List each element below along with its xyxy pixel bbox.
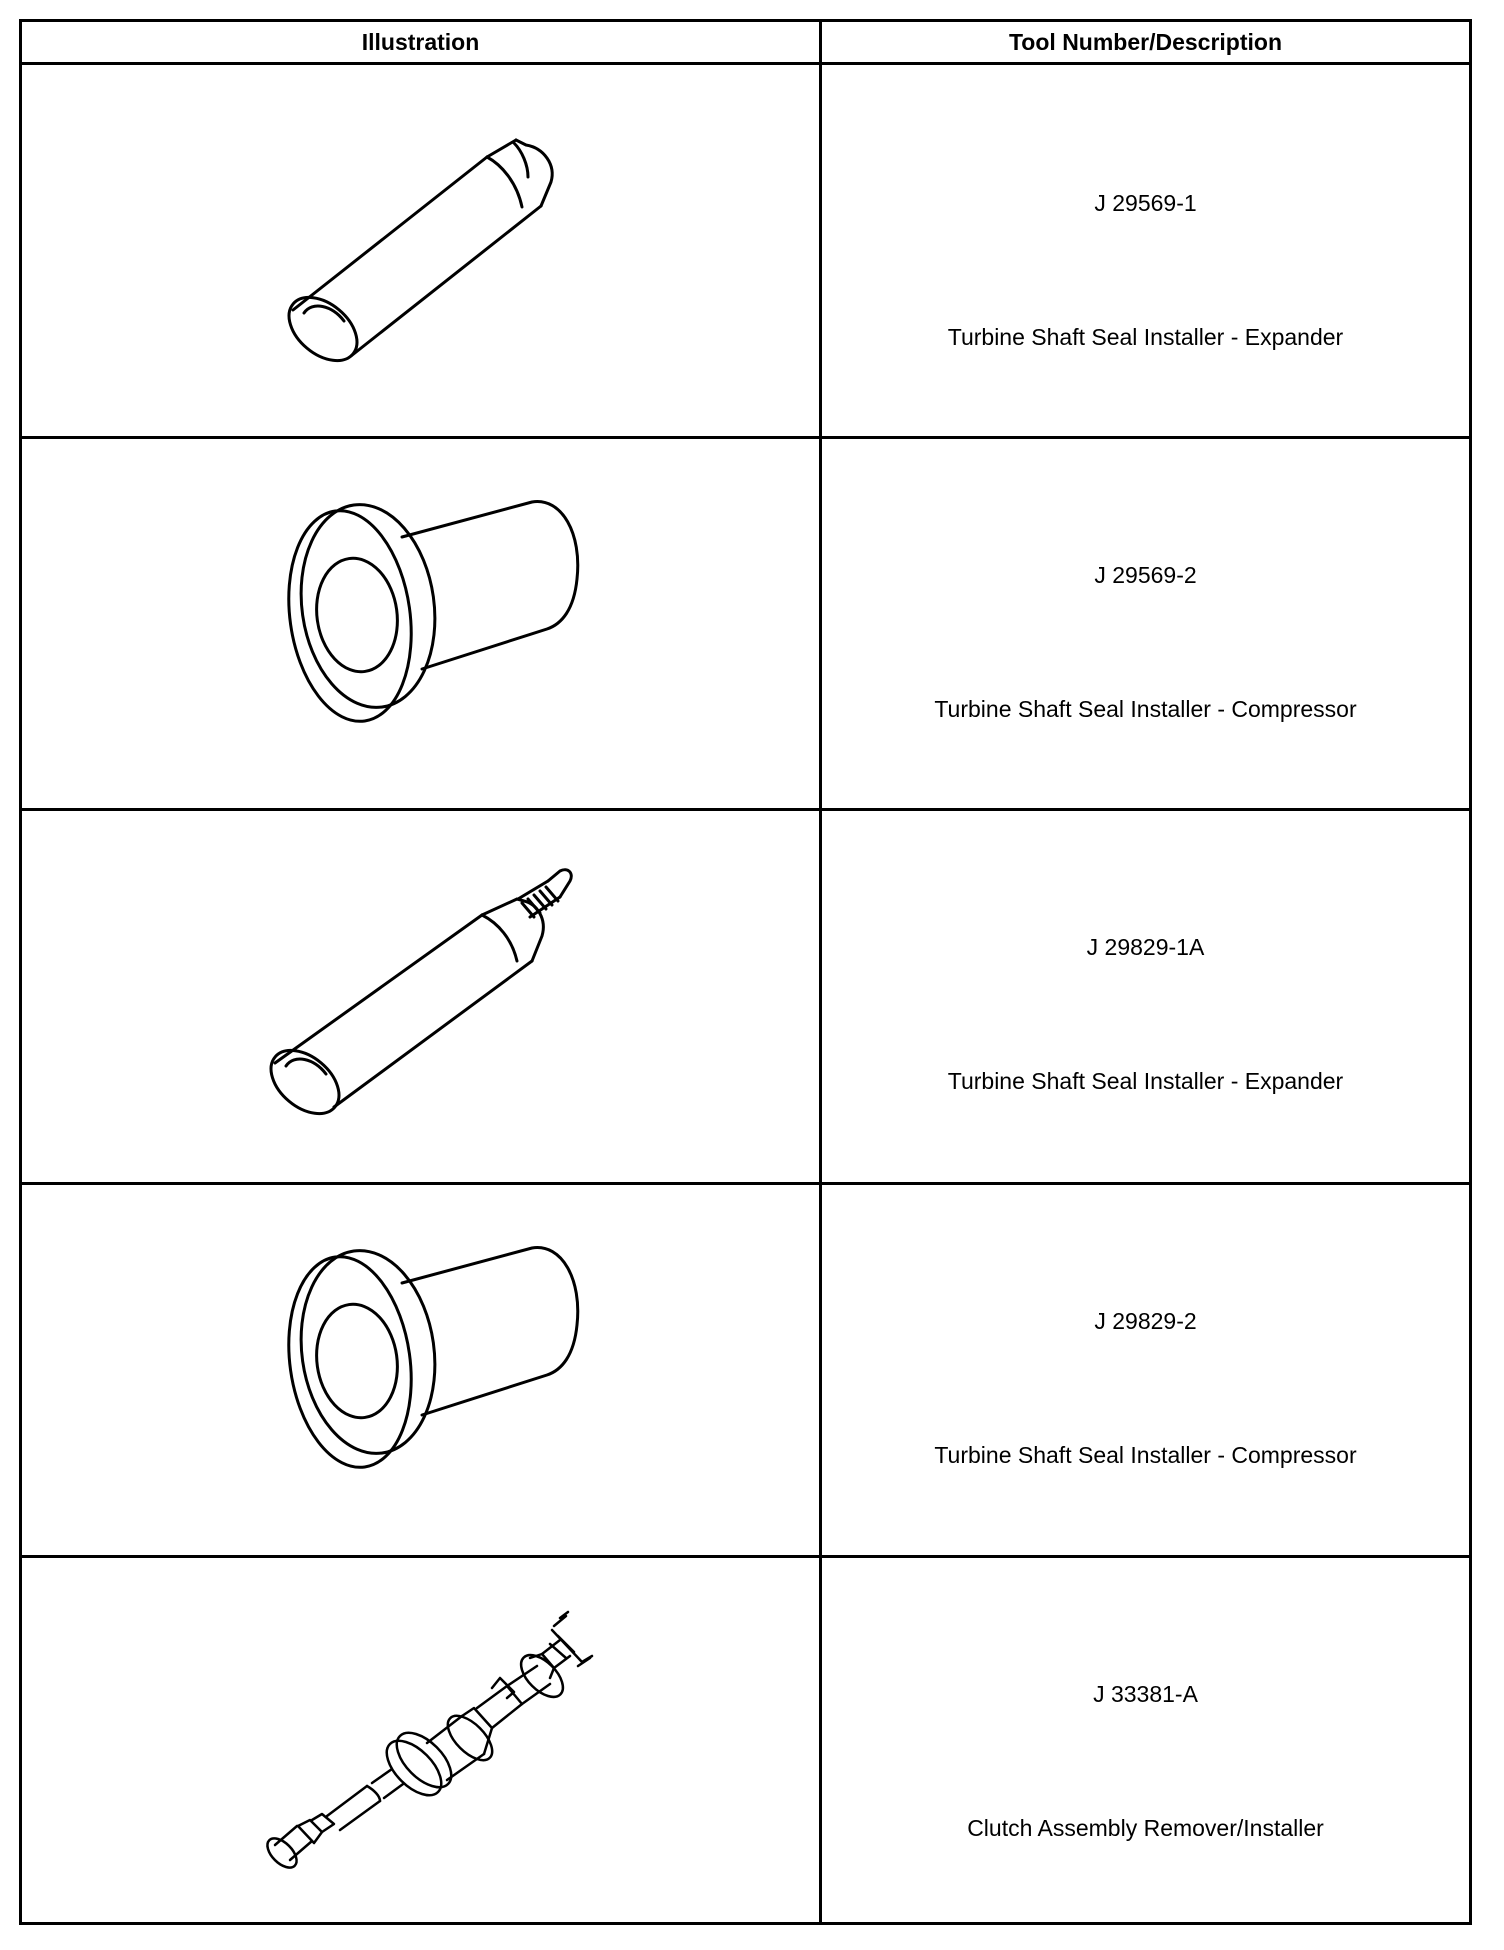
table-row	[22, 65, 1469, 436]
tool-description: Turbine Shaft Seal Installer - Compressor	[934, 696, 1357, 722]
tool-number: J 29829-2	[1094, 1308, 1197, 1334]
table-row	[22, 1185, 1469, 1555]
tool-number: J 29829-1A	[1086, 934, 1205, 960]
tool-number: J 33381-A	[1093, 1681, 1198, 1707]
tool-description: Turbine Shaft Seal Installer - Compressor	[934, 1442, 1357, 1468]
flanged-sleeve-icon	[22, 1185, 819, 1555]
table-header	[22, 22, 1469, 65]
tool-info	[822, 1558, 1469, 1922]
tool-number: J 29569-2	[1094, 562, 1197, 588]
header-illustration: Illustration	[361, 29, 480, 55]
header-tool-number-description: Tool Number/Description	[1008, 29, 1283, 55]
tool-info	[822, 1185, 1469, 1555]
threaded-tapered-cylinder-icon	[22, 811, 819, 1182]
tapered-cylinder-icon	[22, 65, 819, 436]
tool-description: Clutch Assembly Remover/Installer	[967, 1815, 1324, 1841]
tool-info	[822, 811, 1469, 1182]
flanged-sleeve-icon	[22, 439, 819, 808]
tool-description: Turbine Shaft Seal Installer - Expander	[947, 324, 1344, 350]
table-row	[22, 811, 1469, 1182]
tool-info	[822, 65, 1469, 436]
tools-table	[19, 19, 1472, 1925]
tool-number: J 29569-1	[1094, 190, 1197, 216]
clutch-tool-icon	[22, 1558, 819, 1922]
tool-info	[822, 439, 1469, 808]
table-row	[22, 1558, 1469, 1922]
tool-description: Turbine Shaft Seal Installer - Expander	[947, 1068, 1344, 1094]
table-row	[22, 439, 1469, 808]
